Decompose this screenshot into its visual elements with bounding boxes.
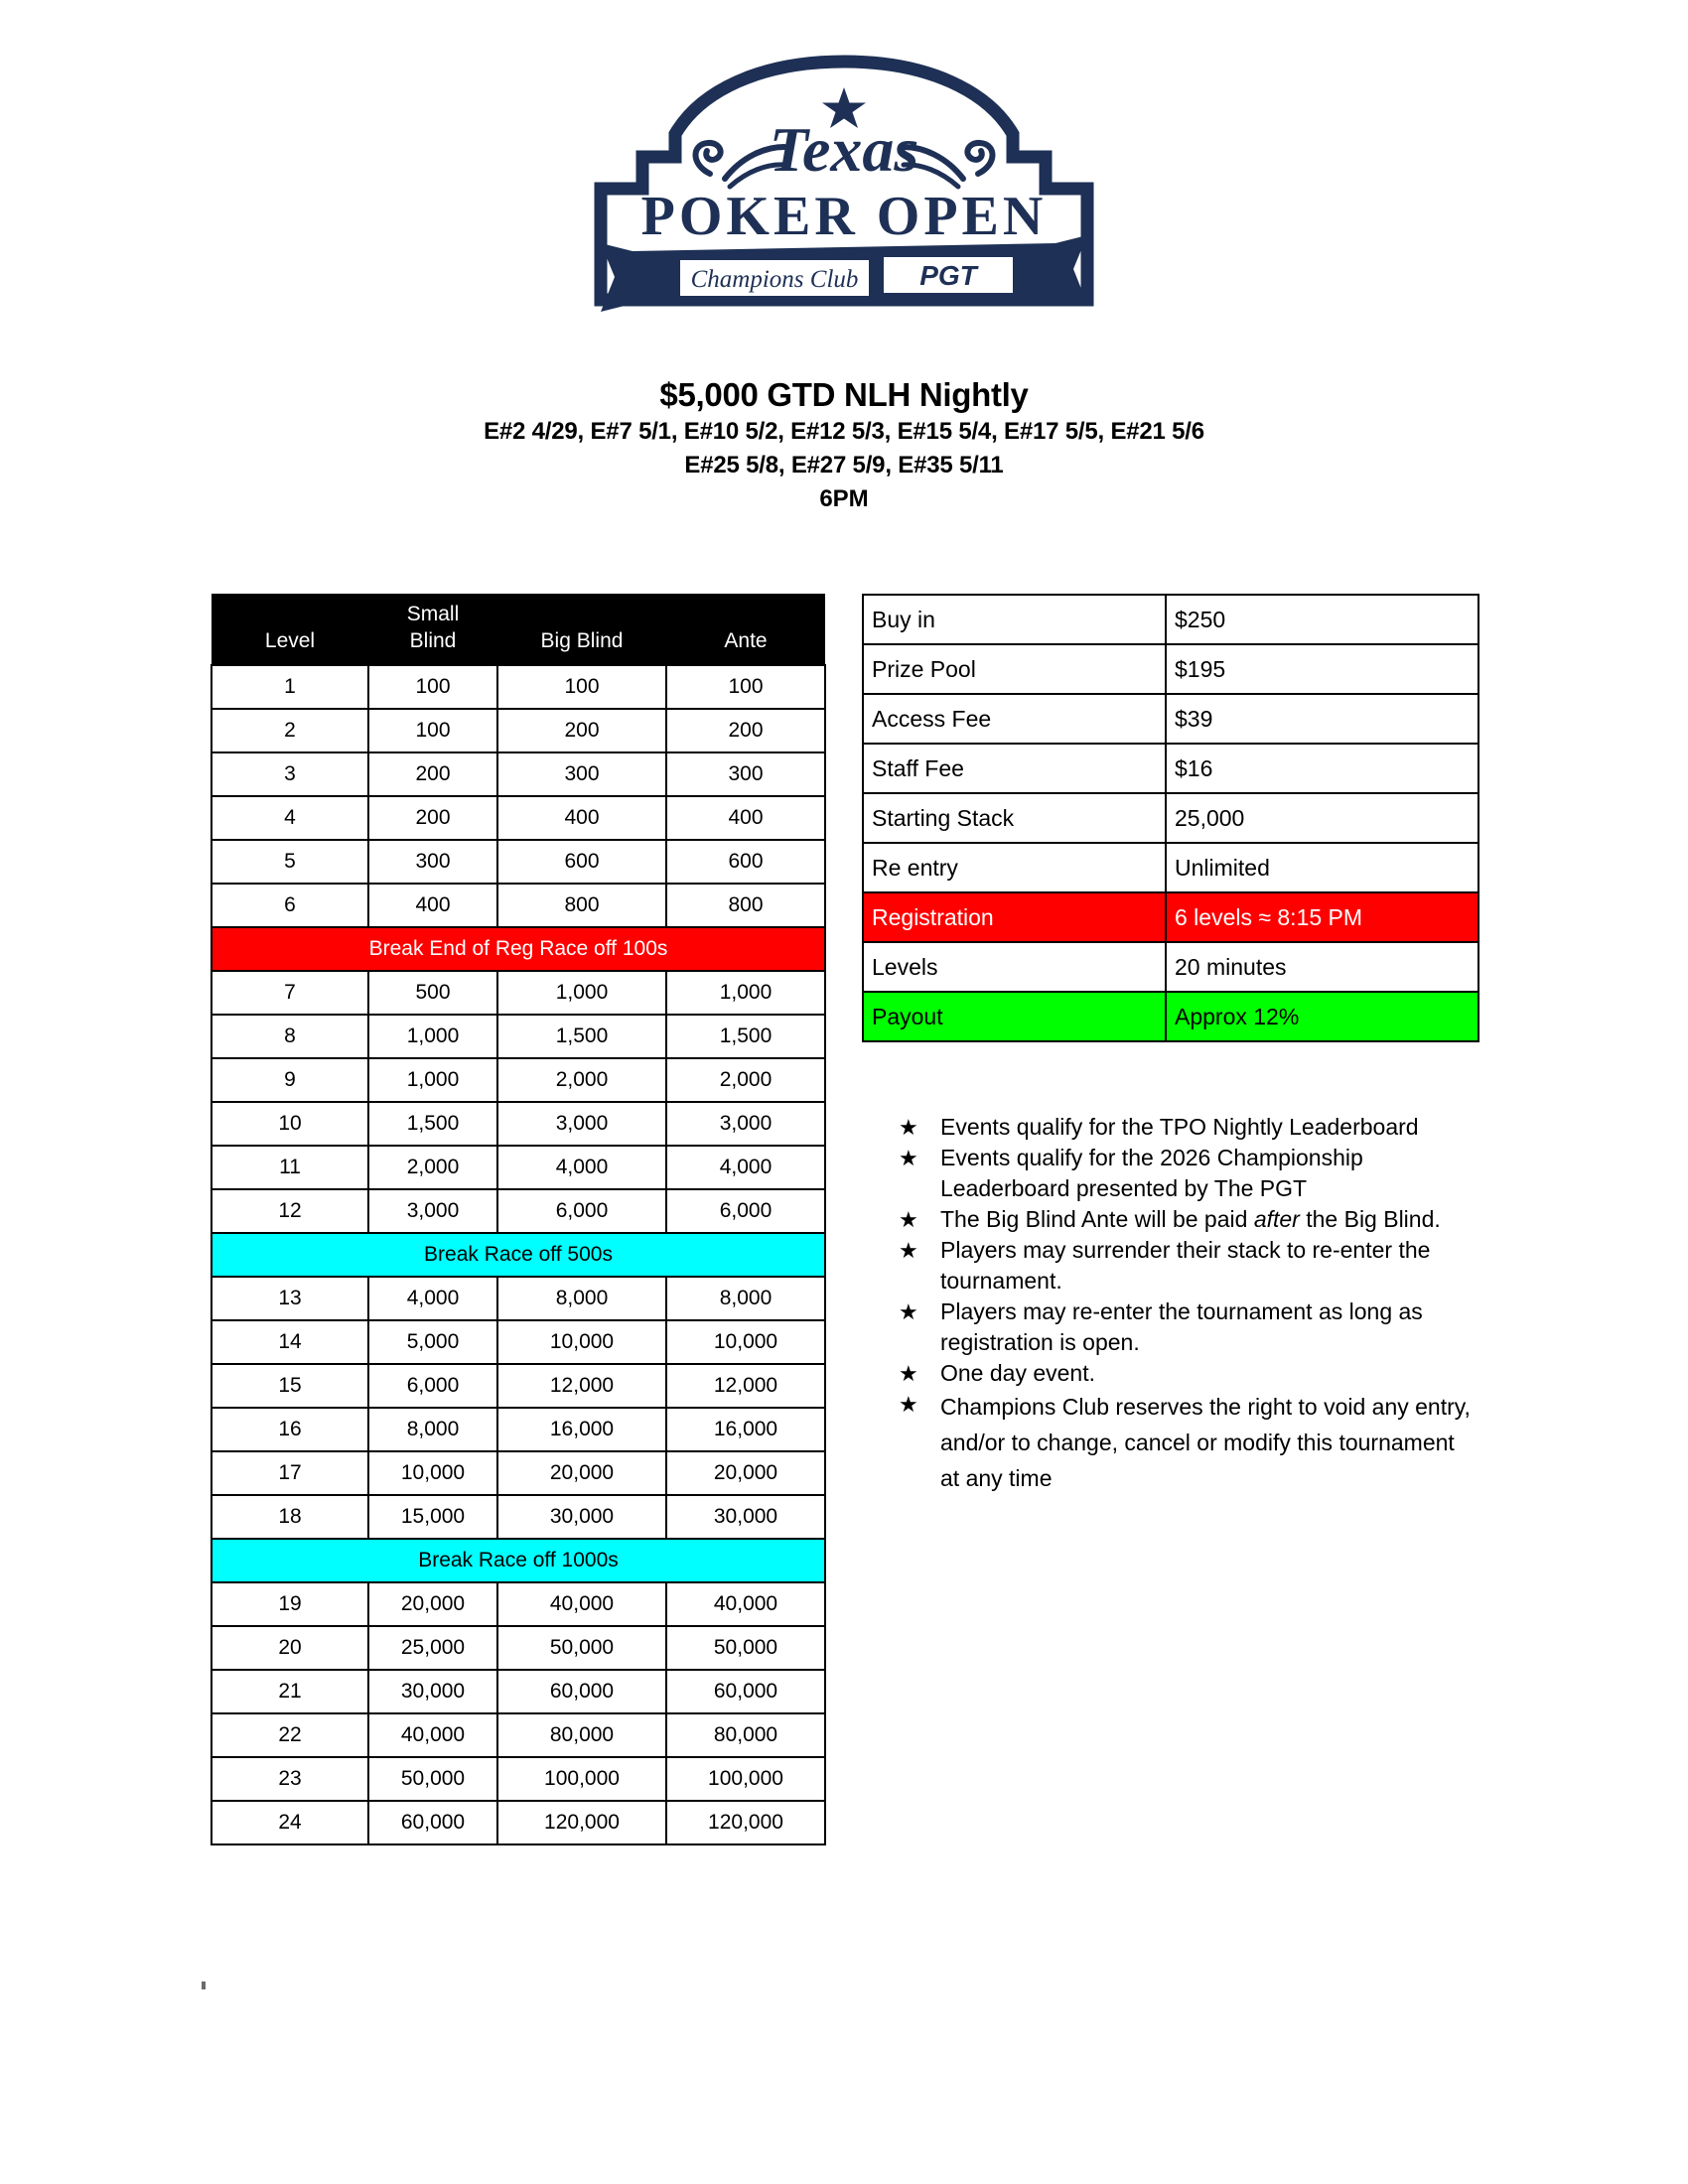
cell-small-blind: 8,000 — [368, 1408, 497, 1451]
cell-ante: 100,000 — [666, 1757, 825, 1801]
note-item — [899, 1297, 1475, 1358]
cell-ante: 20,000 — [666, 1451, 825, 1495]
star-bullet-icon: ★ — [899, 1146, 918, 1170]
cell-ante: 3,000 — [666, 1102, 825, 1146]
info-value: $250 — [1166, 595, 1478, 644]
table-row — [211, 971, 825, 1015]
cell-big-blind: 400 — [497, 796, 666, 840]
cell-ante: 100 — [666, 665, 825, 709]
info-value: $39 — [1166, 694, 1478, 744]
table-row — [211, 1670, 825, 1713]
cell-small-blind: 20,000 — [368, 1582, 497, 1626]
cell-big-blind: 80,000 — [497, 1713, 666, 1757]
cell-small-blind: 10,000 — [368, 1451, 497, 1495]
table-row — [211, 665, 825, 709]
event-start-time: 6PM — [819, 485, 869, 512]
header-small-blind-line2: Blind — [409, 629, 457, 652]
note-item — [899, 1204, 1475, 1235]
star-bullet-icon: ★ — [899, 1361, 918, 1386]
cell-level: 11 — [211, 1146, 368, 1189]
info-row — [863, 694, 1478, 744]
cell-level: 6 — [211, 884, 368, 927]
table-row — [211, 1757, 825, 1801]
tournament-info-table — [862, 594, 1479, 1042]
info-value: $195 — [1166, 644, 1478, 694]
note-text: Players may surrender their stack to re-enter the tournament. — [940, 1237, 1431, 1294]
info-label: Staff Fee — [863, 744, 1166, 793]
star-bullet-icon: ★ — [899, 1299, 918, 1324]
cell-level: 20 — [211, 1626, 368, 1670]
cell-ante: 300 — [666, 752, 825, 796]
cell-big-blind: 300 — [497, 752, 666, 796]
table-row — [211, 1015, 825, 1058]
info-label: Starting Stack — [863, 793, 1166, 843]
cell-level: 13 — [211, 1277, 368, 1320]
cell-ante: 80,000 — [666, 1713, 825, 1757]
table-row — [211, 1320, 825, 1364]
info-row — [863, 595, 1478, 644]
break-label: Break Race off 1000s — [211, 1539, 825, 1582]
cell-big-blind: 16,000 — [497, 1408, 666, 1451]
table-row — [211, 1364, 825, 1408]
cell-small-blind: 25,000 — [368, 1626, 497, 1670]
table-row — [211, 1626, 825, 1670]
info-label: Buy in — [863, 595, 1166, 644]
table-row — [211, 1189, 825, 1233]
info-row — [863, 744, 1478, 793]
cell-level: 23 — [211, 1757, 368, 1801]
cell-small-blind: 500 — [368, 971, 497, 1015]
cell-ante: 1,000 — [666, 971, 825, 1015]
cell-ante: 600 — [666, 840, 825, 884]
note-item — [899, 1112, 1475, 1143]
cell-level: 18 — [211, 1495, 368, 1539]
note-text: Events qualify for the TPO Nightly Leaderboard — [940, 1114, 1419, 1140]
info-label: Levels — [863, 942, 1166, 992]
note-text: Events qualify for the 2026 Championship Leaderboard presented by The PGT — [940, 1145, 1363, 1201]
blind-structure-header — [211, 594, 825, 665]
star-bullet-icon: ★ — [899, 1238, 918, 1263]
note-item — [899, 1358, 1475, 1389]
cell-small-blind: 300 — [368, 840, 497, 884]
table-row — [211, 884, 825, 927]
info-row — [863, 793, 1478, 843]
cell-ante: 50,000 — [666, 1626, 825, 1670]
cell-ante: 400 — [666, 796, 825, 840]
note-text: Players may re-enter the tournament as long as registration is open. — [940, 1298, 1423, 1355]
header-small-blind-line1: Small — [406, 603, 460, 625]
cell-small-blind: 1,000 — [368, 1015, 497, 1058]
cell-small-blind: 400 — [368, 884, 497, 927]
cell-small-blind: 30,000 — [368, 1670, 497, 1713]
cell-ante: 60,000 — [666, 1670, 825, 1713]
table-row — [211, 1408, 825, 1451]
tournament-info-body — [863, 595, 1478, 1041]
cell-big-blind: 60,000 — [497, 1670, 666, 1713]
blind-structure-body — [211, 665, 825, 1844]
info-value: 20 minutes — [1166, 942, 1478, 992]
table-row — [211, 1058, 825, 1102]
note-text: The Big Blind Ante will be paid after the Big Blind. — [940, 1206, 1441, 1232]
cell-level: 10 — [211, 1102, 368, 1146]
break-row-cyan — [211, 1233, 825, 1277]
cell-big-blind: 10,000 — [497, 1320, 666, 1364]
cell-level: 3 — [211, 752, 368, 796]
cell-ante: 12,000 — [666, 1364, 825, 1408]
cell-level: 19 — [211, 1582, 368, 1626]
cell-level: 15 — [211, 1364, 368, 1408]
tpo-logo — [0, 40, 1688, 338]
cell-small-blind: 6,000 — [368, 1364, 497, 1408]
info-label: Payout — [863, 992, 1166, 1041]
cell-small-blind: 1,000 — [368, 1058, 497, 1102]
flourish-left-icon — [696, 143, 721, 174]
cell-level: 8 — [211, 1015, 368, 1058]
cell-big-blind: 100 — [497, 665, 666, 709]
note-text: Champions Club reserves the right to void any entry, and/or to change, cancel or modify this tournament at any time — [940, 1394, 1471, 1491]
cell-big-blind: 100,000 — [497, 1757, 666, 1801]
table-header-row — [211, 594, 825, 665]
header-level: Level — [211, 594, 368, 665]
info-label: Prize Pool — [863, 644, 1166, 694]
cell-big-blind: 600 — [497, 840, 666, 884]
cell-small-blind: 100 — [368, 665, 497, 709]
event-dates-line-1: E#2 4/29, E#7 5/1, E#10 5/2, E#12 5/3, E#15 5/4, E#17 5/5, E#21 5/6 — [484, 418, 1204, 445]
cell-ante: 2,000 — [666, 1058, 825, 1102]
logo-poker-open-text: POKER OPEN — [640, 186, 1048, 247]
tpo-logo-svg — [581, 40, 1107, 338]
cell-big-blind: 2,000 — [497, 1058, 666, 1102]
cell-ante: 30,000 — [666, 1495, 825, 1539]
cell-level: 9 — [211, 1058, 368, 1102]
table-row — [211, 1582, 825, 1626]
cell-ante: 120,000 — [666, 1801, 825, 1844]
cell-small-blind: 1,500 — [368, 1102, 497, 1146]
info-value: Approx 12% — [1166, 992, 1478, 1041]
cell-small-blind: 2,000 — [368, 1146, 497, 1189]
table-row — [211, 1451, 825, 1495]
table-row — [211, 1801, 825, 1844]
event-dates-line-2: E#25 5/8, E#27 5/9, E#35 5/11 — [684, 452, 1004, 478]
star-bullet-icon: ★ — [899, 1392, 918, 1417]
cell-ante: 6,000 — [666, 1189, 825, 1233]
cell-big-blind: 4,000 — [497, 1146, 666, 1189]
cell-ante: 40,000 — [666, 1582, 825, 1626]
cell-level: 16 — [211, 1408, 368, 1451]
table-row — [211, 709, 825, 752]
break-row-red — [211, 927, 825, 971]
logo-champions-club-text: Champions Club — [690, 266, 859, 293]
info-value: Unlimited — [1166, 843, 1478, 892]
info-label: Re entry — [863, 843, 1166, 892]
cell-small-blind: 3,000 — [368, 1189, 497, 1233]
cell-level: 17 — [211, 1451, 368, 1495]
cell-ante: 1,500 — [666, 1015, 825, 1058]
cell-big-blind: 8,000 — [497, 1277, 666, 1320]
table-row — [211, 1277, 825, 1320]
header-big-blind: Big Blind — [497, 594, 666, 665]
blind-structure-table — [211, 594, 826, 1845]
cell-small-blind: 40,000 — [368, 1713, 497, 1757]
cell-big-blind: 40,000 — [497, 1582, 666, 1626]
header-ante: Ante — [666, 594, 825, 665]
cell-small-blind: 200 — [368, 796, 497, 840]
info-row — [863, 843, 1478, 892]
table-row — [211, 796, 825, 840]
cell-level: 7 — [211, 971, 368, 1015]
cell-ante: 800 — [666, 884, 825, 927]
cell-big-blind: 1,500 — [497, 1015, 666, 1058]
cell-level: 22 — [211, 1713, 368, 1757]
cell-ante: 4,000 — [666, 1146, 825, 1189]
cell-small-blind: 50,000 — [368, 1757, 497, 1801]
cell-small-blind: 60,000 — [368, 1801, 497, 1844]
cell-big-blind: 12,000 — [497, 1364, 666, 1408]
cell-ante: 8,000 — [666, 1277, 825, 1320]
info-value: 25,000 — [1166, 793, 1478, 843]
flourish-right-icon — [967, 143, 992, 174]
logo-texas-text: Texas — [769, 114, 919, 185]
info-row — [863, 942, 1478, 992]
note-item — [899, 1235, 1475, 1297]
table-row — [211, 1146, 825, 1189]
note-text: One day event. — [940, 1360, 1095, 1386]
cell-small-blind: 100 — [368, 709, 497, 752]
cell-small-blind: 4,000 — [368, 1277, 497, 1320]
title-block — [0, 375, 1688, 516]
cell-big-blind: 800 — [497, 884, 666, 927]
break-label: Break End of Reg Race off 100s — [211, 927, 825, 971]
cell-big-blind: 50,000 — [497, 1626, 666, 1670]
note-item — [899, 1143, 1475, 1204]
info-label: Registration — [863, 892, 1166, 942]
table-row — [211, 1102, 825, 1146]
star-bullet-icon: ★ — [899, 1207, 918, 1232]
cell-ante: 10,000 — [666, 1320, 825, 1364]
cell-big-blind: 6,000 — [497, 1189, 666, 1233]
cell-big-blind: 30,000 — [497, 1495, 666, 1539]
info-row — [863, 892, 1478, 942]
cell-level: 1 — [211, 665, 368, 709]
cell-level: 12 — [211, 1189, 368, 1233]
cell-big-blind: 200 — [497, 709, 666, 752]
cell-big-blind: 3,000 — [497, 1102, 666, 1146]
page-title: $5,000 GTD NLH Nightly — [659, 376, 1029, 413]
cell-level: 21 — [211, 1670, 368, 1713]
cell-level: 2 — [211, 709, 368, 752]
tournament-notes-list — [899, 1112, 1475, 1496]
info-row — [863, 992, 1478, 1041]
cell-level: 24 — [211, 1801, 368, 1844]
cell-big-blind: 120,000 — [497, 1801, 666, 1844]
cell-level: 5 — [211, 840, 368, 884]
cell-ante: 200 — [666, 709, 825, 752]
cell-small-blind: 200 — [368, 752, 497, 796]
page-artifact-mark — [202, 1981, 206, 1989]
cell-big-blind: 1,000 — [497, 971, 666, 1015]
info-row — [863, 644, 1478, 694]
star-bullet-icon: ★ — [899, 1115, 918, 1140]
cell-level: 4 — [211, 796, 368, 840]
cell-level: 14 — [211, 1320, 368, 1364]
cell-ante: 16,000 — [666, 1408, 825, 1451]
info-label: Access Fee — [863, 694, 1166, 744]
cell-big-blind: 20,000 — [497, 1451, 666, 1495]
table-row — [211, 1713, 825, 1757]
table-row — [211, 752, 825, 796]
logo-pgt-text: PGT — [919, 260, 977, 291]
note-item — [899, 1389, 1475, 1496]
break-label: Break Race off 500s — [211, 1233, 825, 1277]
info-value: $16 — [1166, 744, 1478, 793]
break-row-cyan — [211, 1539, 825, 1582]
table-row — [211, 840, 825, 884]
header-small-blind — [368, 594, 497, 665]
info-value: 6 levels ≈ 8:15 PM — [1166, 892, 1478, 942]
cell-small-blind: 15,000 — [368, 1495, 497, 1539]
table-row — [211, 1495, 825, 1539]
cell-small-blind: 5,000 — [368, 1320, 497, 1364]
